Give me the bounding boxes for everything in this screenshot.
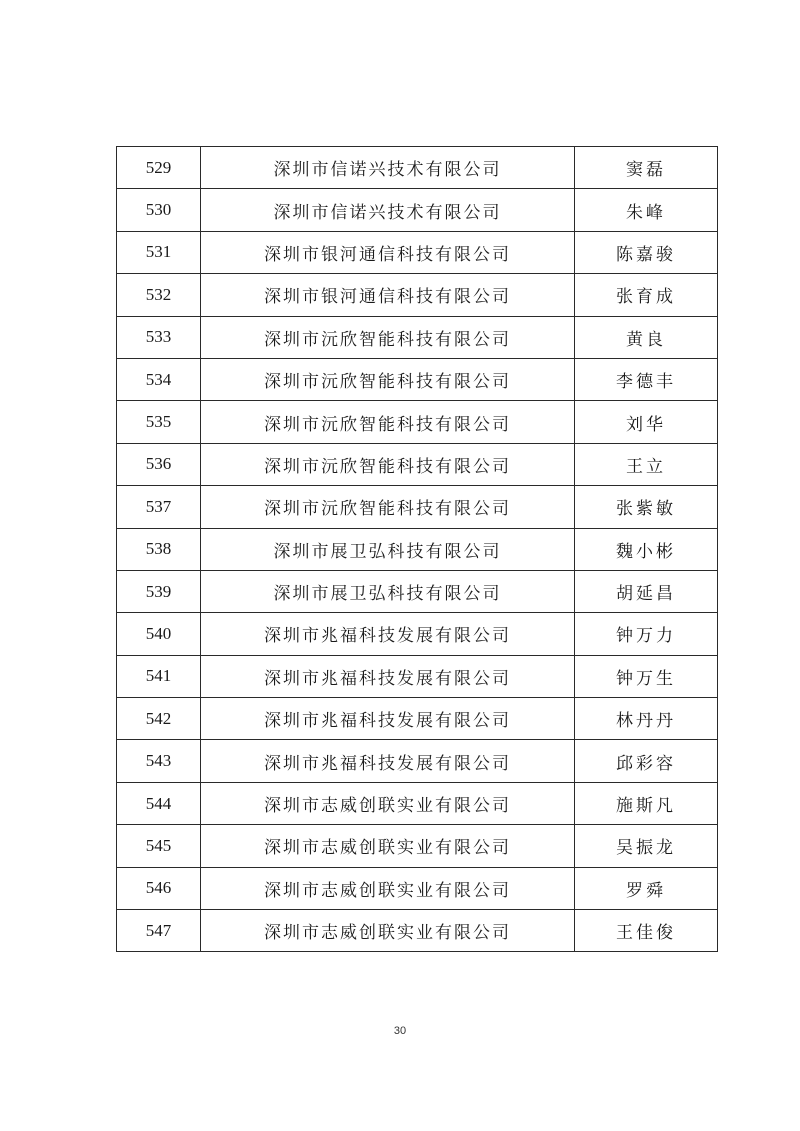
person-name-cell: 陈嘉骏 <box>575 231 718 273</box>
company-name-cell: 深圳市兆福科技发展有限公司 <box>201 698 575 740</box>
person-name-cell: 施斯凡 <box>575 782 718 824</box>
person-name-cell: 王立 <box>575 443 718 485</box>
page-number: 30 <box>393 1025 407 1037</box>
company-name-cell: 深圳市志威创联实业有限公司 <box>201 782 575 824</box>
person-name-cell: 林丹丹 <box>575 698 718 740</box>
table-row <box>117 867 718 909</box>
company-name-cell: 深圳市兆福科技发展有限公司 <box>201 655 575 697</box>
person-name-cell: 钟万生 <box>575 655 718 697</box>
table-row <box>117 189 718 231</box>
company-name-cell: 深圳市沅欣智能科技有限公司 <box>201 316 575 358</box>
company-name-cell: 深圳市信诺兴技术有限公司 <box>201 189 575 231</box>
row-number-cell: 547 <box>117 910 201 952</box>
row-number-cell: 537 <box>117 486 201 528</box>
table-row <box>117 825 718 867</box>
table-row <box>117 274 718 316</box>
person-name-cell: 窦磊 <box>575 147 718 189</box>
person-name-cell: 魏小彬 <box>575 528 718 570</box>
company-name-cell: 深圳市银河通信科技有限公司 <box>201 274 575 316</box>
company-name-cell: 深圳市沅欣智能科技有限公司 <box>201 443 575 485</box>
company-name-cell: 深圳市银河通信科技有限公司 <box>201 231 575 273</box>
company-name-cell: 深圳市展卫弘科技有限公司 <box>201 570 575 612</box>
company-name-cell: 深圳市沅欣智能科技有限公司 <box>201 358 575 400</box>
company-name-cell: 深圳市志威创联实业有限公司 <box>201 910 575 952</box>
table-row <box>117 528 718 570</box>
table-row <box>117 486 718 528</box>
person-name-cell: 吴振龙 <box>575 825 718 867</box>
person-name-cell: 邱彩容 <box>575 740 718 782</box>
row-number-cell: 529 <box>117 147 201 189</box>
row-number-cell: 535 <box>117 401 201 443</box>
person-name-cell: 钟万力 <box>575 613 718 655</box>
row-number-cell: 531 <box>117 231 201 273</box>
row-number-cell: 536 <box>117 443 201 485</box>
person-name-cell: 张育成 <box>575 274 718 316</box>
table-row <box>117 316 718 358</box>
row-number-cell: 534 <box>117 358 201 400</box>
row-number-cell: 533 <box>117 316 201 358</box>
row-number-cell: 545 <box>117 825 201 867</box>
row-number-cell: 539 <box>117 570 201 612</box>
table-row <box>117 358 718 400</box>
person-name-cell: 罗舜 <box>575 867 718 909</box>
table-row <box>117 910 718 952</box>
roster-table <box>116 146 718 952</box>
row-number-cell: 542 <box>117 698 201 740</box>
row-number-cell: 541 <box>117 655 201 697</box>
company-name-cell: 深圳市沅欣智能科技有限公司 <box>201 486 575 528</box>
row-number-cell: 543 <box>117 740 201 782</box>
table-row <box>117 655 718 697</box>
table-row <box>117 698 718 740</box>
company-name-cell: 深圳市沅欣智能科技有限公司 <box>201 401 575 443</box>
roster-table-body <box>117 147 718 952</box>
company-name-cell: 深圳市兆福科技发展有限公司 <box>201 613 575 655</box>
row-number-cell: 532 <box>117 274 201 316</box>
company-name-cell: 深圳市展卫弘科技有限公司 <box>201 528 575 570</box>
person-name-cell: 黄良 <box>575 316 718 358</box>
table-row <box>117 401 718 443</box>
row-number-cell: 530 <box>117 189 201 231</box>
table-row <box>117 231 718 273</box>
company-name-cell: 深圳市信诺兴技术有限公司 <box>201 147 575 189</box>
row-number-cell: 544 <box>117 782 201 824</box>
table-row <box>117 443 718 485</box>
person-name-cell: 王佳俊 <box>575 910 718 952</box>
person-name-cell: 刘华 <box>575 401 718 443</box>
table-row <box>117 613 718 655</box>
table-row <box>117 782 718 824</box>
person-name-cell: 张紫敏 <box>575 486 718 528</box>
company-name-cell: 深圳市志威创联实业有限公司 <box>201 825 575 867</box>
company-name-cell: 深圳市志威创联实业有限公司 <box>201 867 575 909</box>
table-row <box>117 740 718 782</box>
company-name-cell: 深圳市兆福科技发展有限公司 <box>201 740 575 782</box>
row-number-cell: 538 <box>117 528 201 570</box>
table-row <box>117 147 718 189</box>
person-name-cell: 胡延昌 <box>575 570 718 612</box>
table-row <box>117 570 718 612</box>
person-name-cell: 李德丰 <box>575 358 718 400</box>
person-name-cell: 朱峰 <box>575 189 718 231</box>
row-number-cell: 546 <box>117 867 201 909</box>
row-number-cell: 540 <box>117 613 201 655</box>
